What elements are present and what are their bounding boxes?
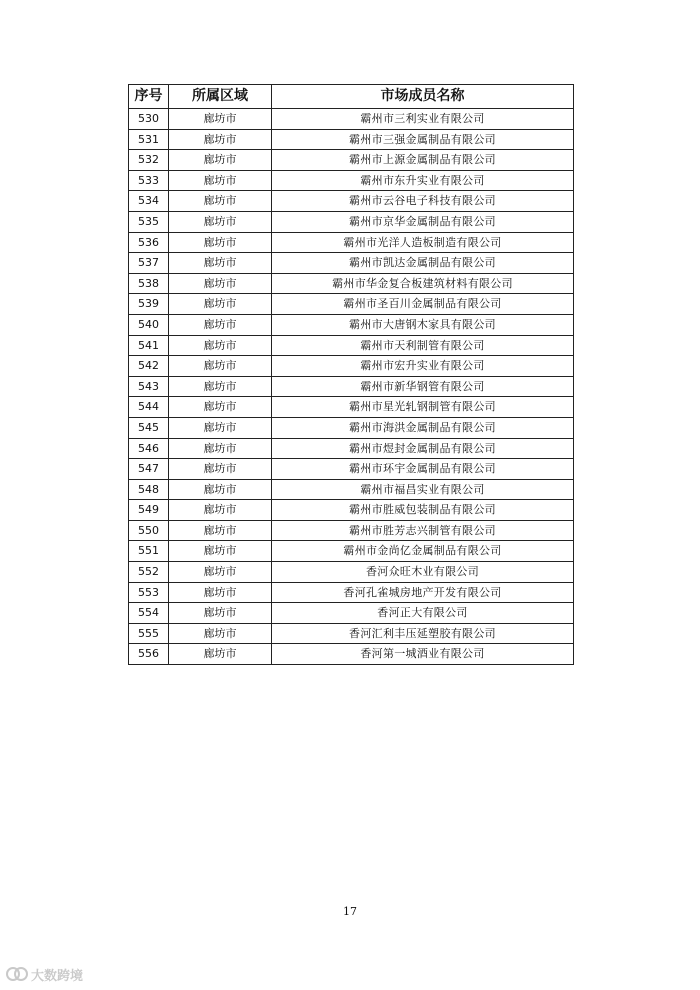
table-row [129, 438, 574, 459]
table-row [129, 644, 574, 665]
row-number: 530 [129, 109, 169, 130]
row-member-name: 霸州市光洋人造板制造有限公司 [272, 232, 574, 253]
row-member-name: 霸州市京华金属制品有限公司 [272, 211, 574, 232]
row-region: 廊坊市 [169, 644, 272, 665]
table-row [129, 397, 574, 418]
row-member-name: 霸州市凯达金属制品有限公司 [272, 253, 574, 274]
row-member-name: 霸州市胜威包装制品有限公司 [272, 500, 574, 521]
table-body [129, 109, 574, 665]
table-row [129, 500, 574, 521]
header-no: 序号 [129, 85, 169, 109]
row-number: 543 [129, 376, 169, 397]
table-row [129, 232, 574, 253]
row-region: 廊坊市 [169, 211, 272, 232]
row-member-name: 霸州市东升实业有限公司 [272, 170, 574, 191]
row-number: 533 [129, 170, 169, 191]
table-row [129, 356, 574, 377]
row-number: 538 [129, 273, 169, 294]
row-region: 廊坊市 [169, 376, 272, 397]
row-number: 532 [129, 150, 169, 171]
row-number: 536 [129, 232, 169, 253]
row-number: 554 [129, 603, 169, 624]
row-number: 556 [129, 644, 169, 665]
row-region: 廊坊市 [169, 356, 272, 377]
row-region: 廊坊市 [169, 562, 272, 583]
row-number: 546 [129, 438, 169, 459]
table-row [129, 191, 574, 212]
row-region: 廊坊市 [169, 397, 272, 418]
table-row [129, 109, 574, 130]
row-region: 廊坊市 [169, 520, 272, 541]
watermark-text: 大数跨境 [31, 968, 84, 984]
row-number: 545 [129, 417, 169, 438]
header-region: 所属区域 [169, 85, 272, 109]
row-region: 廊坊市 [169, 459, 272, 480]
header-name: 市场成员名称 [272, 85, 574, 109]
row-region: 廊坊市 [169, 417, 272, 438]
row-region: 廊坊市 [169, 623, 272, 644]
row-region: 廊坊市 [169, 150, 272, 171]
table-row [129, 211, 574, 232]
table-row [129, 623, 574, 644]
row-region: 廊坊市 [169, 500, 272, 521]
table-row [129, 314, 574, 335]
row-number: 539 [129, 294, 169, 315]
row-member-name: 霸州市金尚亿金属制品有限公司 [272, 541, 574, 562]
table-row [129, 603, 574, 624]
row-number: 555 [129, 623, 169, 644]
row-number: 548 [129, 479, 169, 500]
row-member-name: 香河孔雀城房地产开发有限公司 [272, 582, 574, 603]
row-region: 廊坊市 [169, 335, 272, 356]
row-member-name: 霸州市圣百川金属制品有限公司 [272, 294, 574, 315]
row-member-name: 霸州市煜封金属制品有限公司 [272, 438, 574, 459]
row-number: 544 [129, 397, 169, 418]
row-region: 廊坊市 [169, 109, 272, 130]
table-row [129, 253, 574, 274]
table-row [129, 150, 574, 171]
row-member-name: 霸州市三利实业有限公司 [272, 109, 574, 130]
row-number: 553 [129, 582, 169, 603]
row-region: 廊坊市 [169, 314, 272, 335]
watermark [6, 964, 83, 984]
row-member-name: 霸州市三强金属制品有限公司 [272, 129, 574, 150]
row-member-name: 香河众旺木业有限公司 [272, 562, 574, 583]
row-region: 廊坊市 [169, 273, 272, 294]
table-row [129, 273, 574, 294]
row-member-name: 霸州市上源金属制品有限公司 [272, 150, 574, 171]
table-row [129, 479, 574, 500]
table-row [129, 520, 574, 541]
row-number: 542 [129, 356, 169, 377]
row-number: 541 [129, 335, 169, 356]
row-region: 廊坊市 [169, 479, 272, 500]
row-member-name: 霸州市海洪金属制品有限公司 [272, 417, 574, 438]
row-member-name: 霸州市云谷电子科技有限公司 [272, 191, 574, 212]
table-row [129, 376, 574, 397]
brand-logo-icon [6, 965, 28, 983]
table-row [129, 170, 574, 191]
row-number: 550 [129, 520, 169, 541]
row-member-name: 霸州市宏升实业有限公司 [272, 356, 574, 377]
table-row [129, 417, 574, 438]
row-region: 廊坊市 [169, 232, 272, 253]
row-member-name: 霸州市福昌实业有限公司 [272, 479, 574, 500]
row-number: 537 [129, 253, 169, 274]
row-number: 534 [129, 191, 169, 212]
row-region: 廊坊市 [169, 438, 272, 459]
row-number: 540 [129, 314, 169, 335]
row-region: 廊坊市 [169, 191, 272, 212]
row-member-name: 霸州市大唐钢木家具有限公司 [272, 314, 574, 335]
row-region: 廊坊市 [169, 253, 272, 274]
row-member-name: 香河汇利丰压延塑胶有限公司 [272, 623, 574, 644]
table-row [129, 129, 574, 150]
row-member-name: 霸州市环宇金属制品有限公司 [272, 459, 574, 480]
row-region: 廊坊市 [169, 582, 272, 603]
row-region: 廊坊市 [169, 129, 272, 150]
row-number: 531 [129, 129, 169, 150]
row-member-name: 霸州市胜芳志兴制管有限公司 [272, 520, 574, 541]
row-region: 廊坊市 [169, 170, 272, 191]
row-member-name: 香河第一城酒业有限公司 [272, 644, 574, 665]
row-member-name: 霸州市天利制管有限公司 [272, 335, 574, 356]
row-region: 廊坊市 [169, 541, 272, 562]
row-number: 547 [129, 459, 169, 480]
row-member-name: 霸州市华金复合板建筑材料有限公司 [272, 273, 574, 294]
row-number: 549 [129, 500, 169, 521]
table-row [129, 582, 574, 603]
table-header-row [129, 85, 574, 109]
table-row [129, 294, 574, 315]
row-number: 552 [129, 562, 169, 583]
member-table [128, 84, 574, 665]
row-region: 廊坊市 [169, 294, 272, 315]
row-member-name: 霸州市新华钢管有限公司 [272, 376, 574, 397]
row-number: 535 [129, 211, 169, 232]
table-row [129, 459, 574, 480]
table-row [129, 335, 574, 356]
row-region: 廊坊市 [169, 603, 272, 624]
row-member-name: 香河正大有限公司 [272, 603, 574, 624]
table-row [129, 541, 574, 562]
page-number: 17 [343, 905, 357, 918]
row-number: 551 [129, 541, 169, 562]
table-row [129, 562, 574, 583]
row-member-name: 霸州市星光轧钢制管有限公司 [272, 397, 574, 418]
